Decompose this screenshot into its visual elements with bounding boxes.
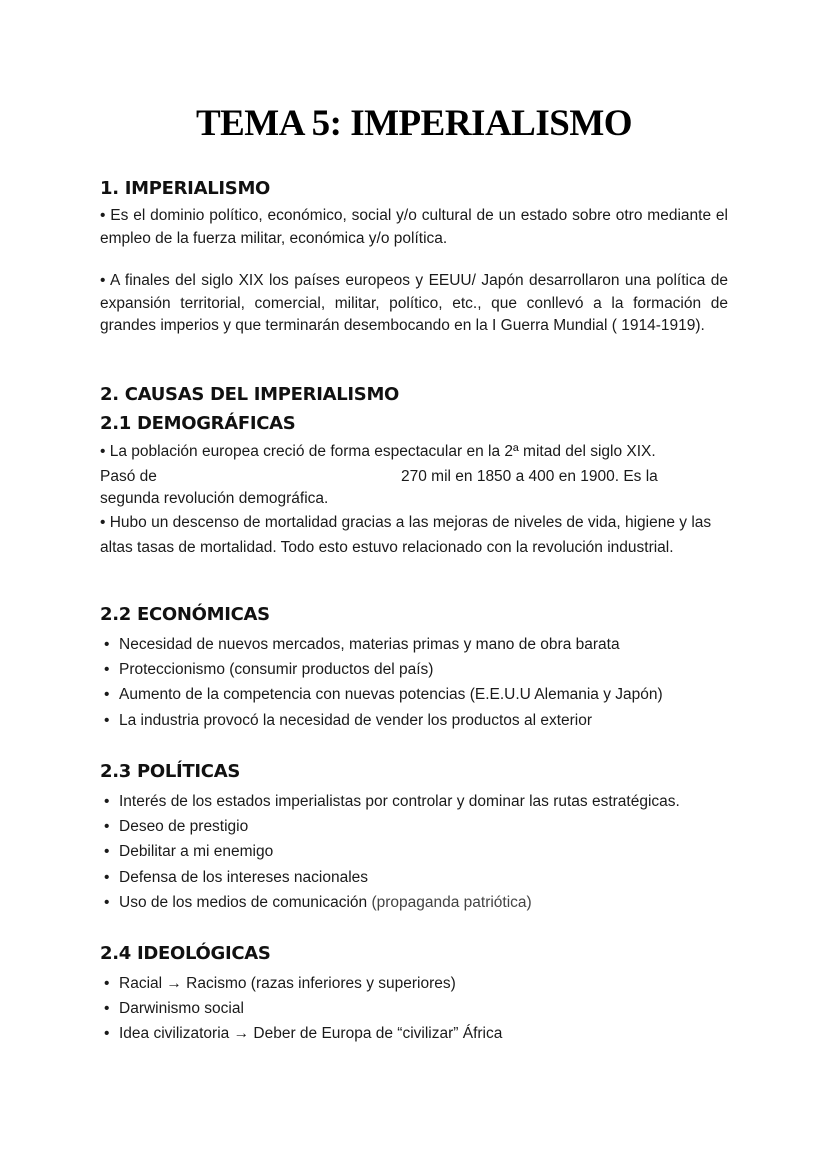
list-item: • Interés de los estados imperialistas por controlar y dominar las rutas estratégicas. (100, 789, 740, 814)
bullet-icon: • (104, 686, 110, 704)
list-item: • Aumento de la competencia con nuevas potencias (E.E.U.U Alemania y Japón) (100, 682, 740, 707)
paragraph-definition: • Es el dominio político, económico, social y/o cultural de un estado sobre otro mediante el empleo de la fuerza militar, económica y/o política. (100, 207, 728, 247)
bullet-icon: • (104, 661, 110, 679)
subsection-heading-economicas: 2.2 ECONÓMICAS (100, 604, 270, 625)
bullet-icon: • (104, 1000, 110, 1018)
demograficas-paragraph-mortalidad: • Hubo un descenso de mortalidad gracias a las mejoras de niveles de vida, higiene y las altas tasas de mortalidad. Todo esto estuvo relacionado con la revolución industrial. (100, 514, 712, 556)
list-item: • Deseo de prestigio (100, 814, 740, 839)
ideologicas-list (100, 971, 740, 1047)
list-item: • La industria provocó la necesidad de vender los productos al exterior (100, 708, 740, 733)
demograficas-line-2b: 270 mil en 1850 a 400 en 1900. Es la (401, 468, 658, 485)
section-heading-imperialismo: 1. IMPERIALISMO (100, 178, 271, 199)
subsection-heading-politicas: 2.3 POLÍTICAS (100, 761, 240, 782)
list-item: • Idea civilizatoria → Deber de Europa de “civilizar” África (100, 1021, 740, 1046)
bullet-icon: • (104, 1025, 110, 1043)
demograficas-line-2a: Pasó de (100, 468, 157, 485)
list-item: • Debilitar a mi enemigo (100, 839, 740, 864)
list-item: • Defensa de los intereses nacionales (100, 865, 740, 890)
bullet-icon: • (104, 711, 110, 729)
list-item: • Uso de los medios de comunicación (propaganda patriótica) (100, 890, 740, 915)
page-title: TEMA 5: IMPERIALISMO (195, 103, 633, 144)
bullet-icon: • (104, 868, 110, 886)
bullet-icon: • (104, 975, 110, 992)
propaganda-note: (propaganda patriótica) (367, 893, 532, 911)
list-item: • Necesidad de nuevos mercados, materias primas y mano de obra barata (100, 632, 740, 657)
bullet-icon: • (104, 818, 110, 836)
economicas-list (100, 632, 740, 733)
bullet-icon: • (104, 843, 110, 861)
list-item: • Darwinismo social (100, 996, 740, 1021)
subsection-heading-demograficas: 2.1 DEMOGRÁFICAS (100, 413, 296, 434)
subsection-heading-ideologicas: 2.4 IDEOLÓGICAS (100, 943, 271, 964)
section-heading-causas: 2. CAUSAS DEL IMPERIALISMO (100, 384, 400, 405)
demograficas-line-3: segunda revolución demográfica. (100, 490, 329, 507)
bullet-icon: • (104, 793, 110, 810)
bullet-icon: • (104, 636, 110, 653)
paragraph-context: • A finales del siglo XIX los países europeos y EEUU/ Japón desarrollaron una política de expansión territorial, comercial, militar, político, etc., que conllevó a la formación de grandes imperios y que terminarán desembocando en la I Guerra Mundial ( 1914-1919). (100, 272, 728, 334)
demograficas-line-1: • La población europea creció de forma espectacular en la 2ª mitad del siglo XIX. (100, 443, 656, 460)
list-item: • Proteccionismo (consumir productos del país) (100, 657, 740, 682)
politicas-list (100, 789, 740, 915)
bullet-icon: • (104, 893, 110, 911)
list-item: • Racial → Racismo (razas inferiores y superiores) (100, 971, 740, 996)
